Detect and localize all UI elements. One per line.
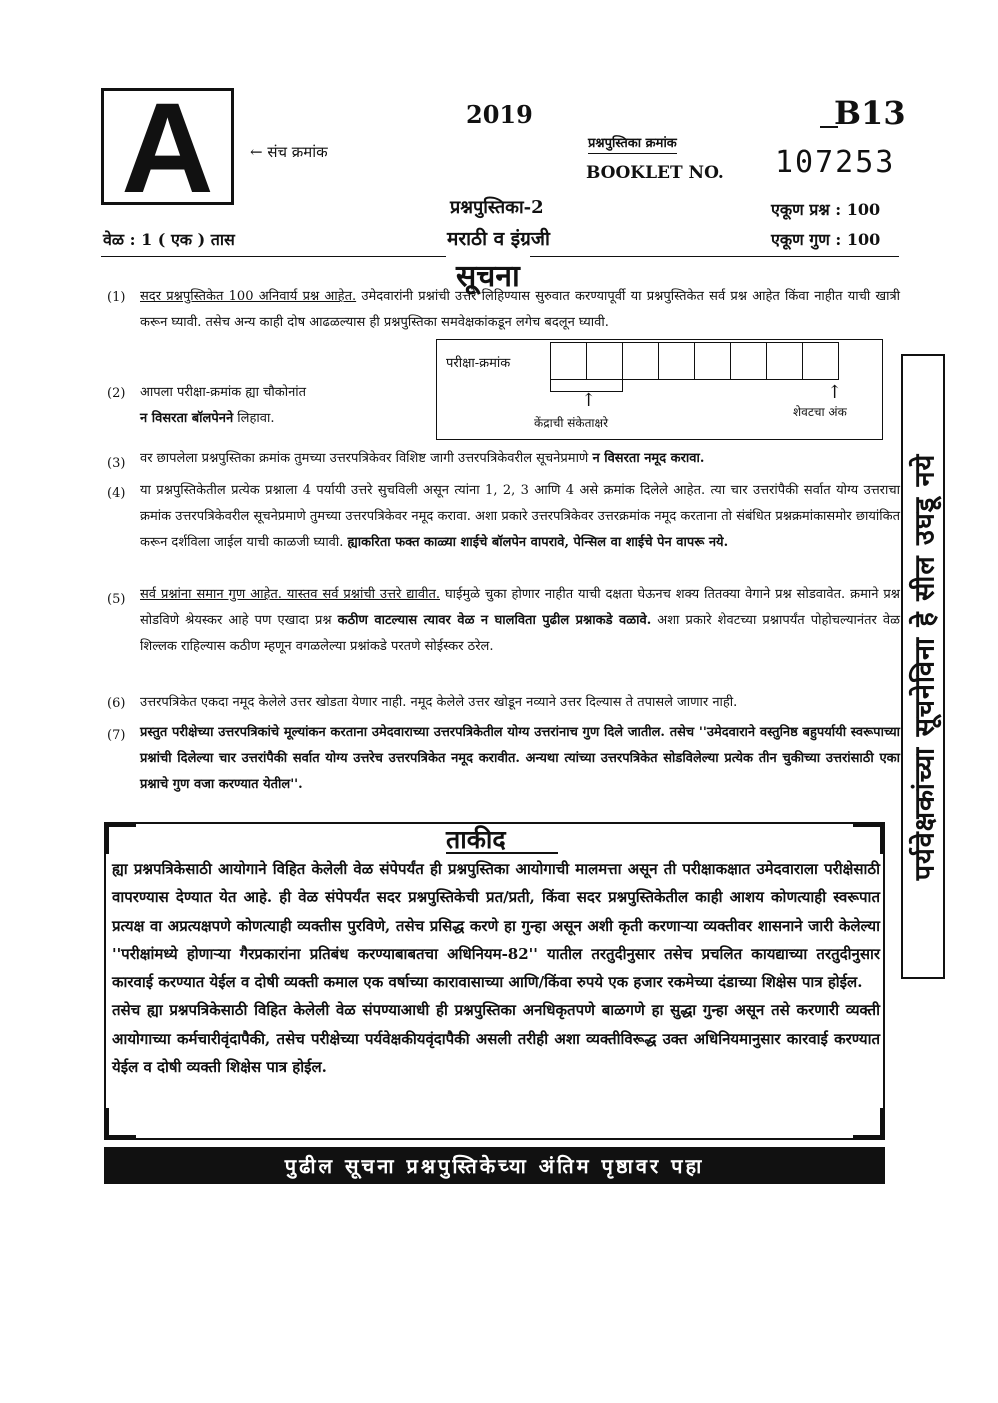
instruction-number: (4) bbox=[107, 486, 126, 501]
instruction-number: (6) bbox=[107, 696, 126, 711]
instruction-2-bold: न विसरता बॉलपेनने bbox=[140, 411, 234, 426]
instruction-7: प्रस्तुत परीक्षेच्या उत्तरपत्रिकांचे मूल्यांकन करताना उमेदवाराच्या उत्तरपत्रिकेतील योग्य उत्तरांनाच गुण दिले जातील. तसेच ''उमेदवाराने वस्तुनिष्ठ बहुपर्यायी स्वरूपाच्या प्रश्नांची दिलेल्या चार उत्तरांपैकी सर्वात योग्य उत्तरेच उत्तरपत्रिकेत नमूद करावीत. अन्यथा त्यांच्या उत्तरपत्रिकेत सोडविलेल्या प्रत्येक तीन चुकीच्या उत्तरांसाठी एका प्रश्नाचे गुण वजा करण्यात येतील''. bbox=[140, 725, 900, 792]
subject-title: मराठी व इंग्रजी bbox=[447, 228, 550, 250]
exam-year: 2019 bbox=[466, 100, 533, 129]
up-arrow-icon: ↑ bbox=[827, 382, 843, 403]
warning-corner bbox=[104, 822, 109, 854]
up-arrow-icon: ↑ bbox=[581, 390, 597, 411]
set-letter: A bbox=[121, 76, 214, 220]
roll-digit-cell[interactable] bbox=[658, 342, 695, 380]
instruction-3-bold: न विसरता नमूद करावा. bbox=[592, 451, 705, 466]
instruction-4-bold: ह्याकरिता फक्त काळ्या शाईचे बॉलपेन वापरावे, पेन्सिल वा शाईचे पेन वापरू नये. bbox=[347, 535, 729, 550]
instruction-5 bbox=[140, 582, 900, 660]
roll-digit-cell[interactable] bbox=[586, 342, 623, 380]
instruction-1 bbox=[140, 284, 900, 336]
instruction-3 bbox=[140, 446, 900, 472]
roll-number-label: परीक्षा-क्रमांक bbox=[446, 356, 511, 371]
instruction-number: (2) bbox=[107, 386, 126, 401]
instruction-3-text: वर छापलेला प्रश्नपुस्तिका क्रमांक तुमच्या उत्तरपत्रिकेवर विशिष्ट जागी उत्तरपत्रिकेवरील सूचनेप्रमाणे bbox=[140, 451, 593, 466]
booklet-number: 107253 bbox=[775, 145, 896, 180]
set-letter-box bbox=[101, 76, 234, 220]
set-label: ← संच क्रमांक bbox=[250, 143, 328, 161]
booklet-label-english: BOOKLET NO. bbox=[586, 163, 724, 183]
instruction-1-text: उमेदवारांनी प्रश्नांची उत्तरे लिहिण्यास सुरुवात करण्यापूर्वी या प्रश्नपुस्तिकेत सर्व प्रश्न आहेत किंवा नाहीत याची खात्री करून घ्यावी. तसेच अन्य काही दोष आढळल्यास ही प्रश्नपुस्तिका समवेक्षकांकडून लगेच बदलून घ्यावी. bbox=[140, 289, 900, 330]
instruction-5-underlined: सर्व प्रश्नांना समान गुण आहेत. यास्तव सर्व प्रश्नांची उत्तरे द्यावीत. bbox=[140, 587, 440, 602]
roll-digit-cell[interactable] bbox=[622, 342, 659, 380]
instruction-number: (7) bbox=[107, 728, 126, 743]
instruction-1-underlined: सदर प्रश्नपुस्तिकेत 100 अनिवार्य प्रश्न आहेत. bbox=[140, 289, 357, 304]
warning-text bbox=[112, 855, 880, 1081]
instruction-number: (3) bbox=[107, 456, 126, 471]
seal-banner bbox=[901, 354, 945, 979]
center-code-caption: केंद्राची संकेताक्षरे bbox=[534, 416, 609, 430]
series-code: B13 bbox=[834, 94, 906, 132]
footer-notice: पुढील सूचना प्रश्नपुस्तिकेच्या अंतिम पृष्ठावर पहा bbox=[104, 1147, 885, 1184]
instruction-2 bbox=[140, 380, 430, 432]
roll-digit-cell[interactable] bbox=[550, 342, 587, 380]
instruction-6: उत्तरपत्रिकेत एकदा नमूद केलेले उत्तर खोडता येणार नाही. नमूद केलेले उत्तर खोडून नव्याने उत्तर दिल्यास ते तपासले जाणार नाही. bbox=[140, 695, 738, 710]
instruction-5-text: घाईमुळे चुका होणार नाहीत याची दक्षता घेऊनच शक्य तितक्या वेगाने प्रश्न सोडवावेत. क्रमाने प्रश्न सोडविणे श्रेयस्कर आहे पण एखादा प्रश्न bbox=[140, 587, 900, 628]
instruction-5-end: अशा प्रकारे शेवटच्या प्रश्नापर्यंत पोहोचल्यानंतर वेळ शिल्लक राहिल्यास कठीण म्हणून वगळलेल्या प्रश्नांकडे परतणे सोईस्कर ठरेल. bbox=[140, 613, 900, 654]
instruction-number: (5) bbox=[107, 592, 126, 607]
seal-banner-text: पर्यवेक्षकांच्या सूचनेविना हे सील उघडू नये bbox=[909, 453, 941, 880]
warning-title-rule bbox=[446, 852, 558, 854]
instruction-number: (1) bbox=[107, 290, 126, 305]
instruction-2-end: लिहावा. bbox=[233, 411, 275, 426]
warning-corner bbox=[880, 822, 885, 854]
roll-digit-cell[interactable] bbox=[694, 342, 731, 380]
warning-corner bbox=[880, 1108, 885, 1140]
notice-title: सूचना bbox=[446, 254, 530, 295]
instruction-5-bold: कठीण वाटल्यास त्यावर वेळ न घालविता पुढील प्रश्नाकडे वळावे. bbox=[337, 613, 652, 628]
warning-paragraph-2: तसेच ह्या प्रश्नपत्रिकेसाठी विहित केलेली वेळ संपण्याआधी ही प्रश्नपुस्तिका अनधिकृतपणे बाळगणे हा सुद्धा गुन्हा असून तसे करणारी व्यक्ती आयोगाच्या कर्मचारीवृंदापैकी, तसेच परीक्षेच्या पर्यवेक्षकीयवृंदापैकी असली तरीही अशा व्यक्तीविरूद्ध उक्त अधिनियमानुसार कारवाई करण्यात येईल व दोषी व्यक्ती शिक्षेस पात्र होईल. bbox=[112, 1001, 880, 1077]
instruction-4 bbox=[140, 478, 900, 556]
total-questions: एकूण प्रश्न : 100 bbox=[771, 200, 881, 219]
roll-digit-cell[interactable] bbox=[802, 342, 839, 380]
total-marks: एकूण गुण : 100 bbox=[771, 230, 881, 249]
roll-digit-cell[interactable] bbox=[766, 342, 803, 380]
roll-digit-cell[interactable] bbox=[730, 342, 767, 380]
exam-duration: वेळ : 1 ( एक ) तास bbox=[103, 230, 235, 249]
instruction-4-text: या प्रश्नपुस्तिकेतील प्रत्येक प्रश्नाला 4 पर्यायी उत्तरे सुचविली असून त्यांना 1, 2, 3 आणि 4 असे क्रमांक दिलेले आहेत. त्या चार उत्तरांपैकी सर्वात योग्य उत्तराचा क्रमांक उत्तरपत्रिकेवरील सूचनेप्रमाणे तुमच्या उत्तरपत्रिकेवर नमूद करावा. अशा प्रकारे उत्तरपत्रिकेवर उत्तरक्रमांक नमूद करताना तो संबंधित प्रश्नक्रमांकासमोर छायांकित करून दर्शविला जाईल याची काळजी घ्यावी. bbox=[140, 483, 900, 550]
warning-corner bbox=[104, 1108, 109, 1140]
booklet-label-marathi: प्रश्नपुस्तिका क्रमांक bbox=[588, 133, 677, 154]
warning-title: ताकीद bbox=[446, 825, 506, 854]
warning-paragraph-1: ह्या प्रश्नपत्रिकेसाठी आयोगाने विहित केलेली वेळ संपेपर्यंत ही प्रश्नपुस्तिका आयोगाची मालमत्ता असून ती परीक्षाकक्षात उमेदवाराला परीक्षेसाठी वापरण्यास देण्यात येत आहे. ही वेळ संपेपर्यंत सदर प्रश्नपुस्तिकेची प्रत/प्रती, किंवा सदर प्रश्नपुस्तिकेतील काही आशय कोणत्याही स्वरूपात प्रत्यक्ष वा अप्रत्यक्षपणे कोणत्याही व्यक्तीस पुरविणे, तसेच प्रसिद्ध करणे हा गुन्हा असून अशी कृती करणाऱ्या व्यक्तीवर शासनाने जारी केलेल्या ''परीक्षांमध्ये होणाऱ्या गैरप्रकारांना प्रतिबंध करण्याबाबतचा अधिनियम-82'' यातील तरतुदीनुसार तसेच प्रचलित कायद्याच्या तरतुदीनुसार कारवाई करण्यात येईल व दोषी व्यक्ती कमाल एक वर्षाच्या कारावासाच्या आणि/किंवा रुपये एक हजार रकमेच्या दंडाच्या शिक्षेस पात्र होईल. bbox=[112, 860, 880, 992]
last-digit-caption: शेवटचा अंक bbox=[793, 405, 847, 419]
paper-label: प्रश्नपुस्तिका-2 bbox=[450, 197, 544, 218]
instruction-2-text: आपला परीक्षा-क्रमांक ह्या चौकोनांत bbox=[140, 385, 307, 400]
